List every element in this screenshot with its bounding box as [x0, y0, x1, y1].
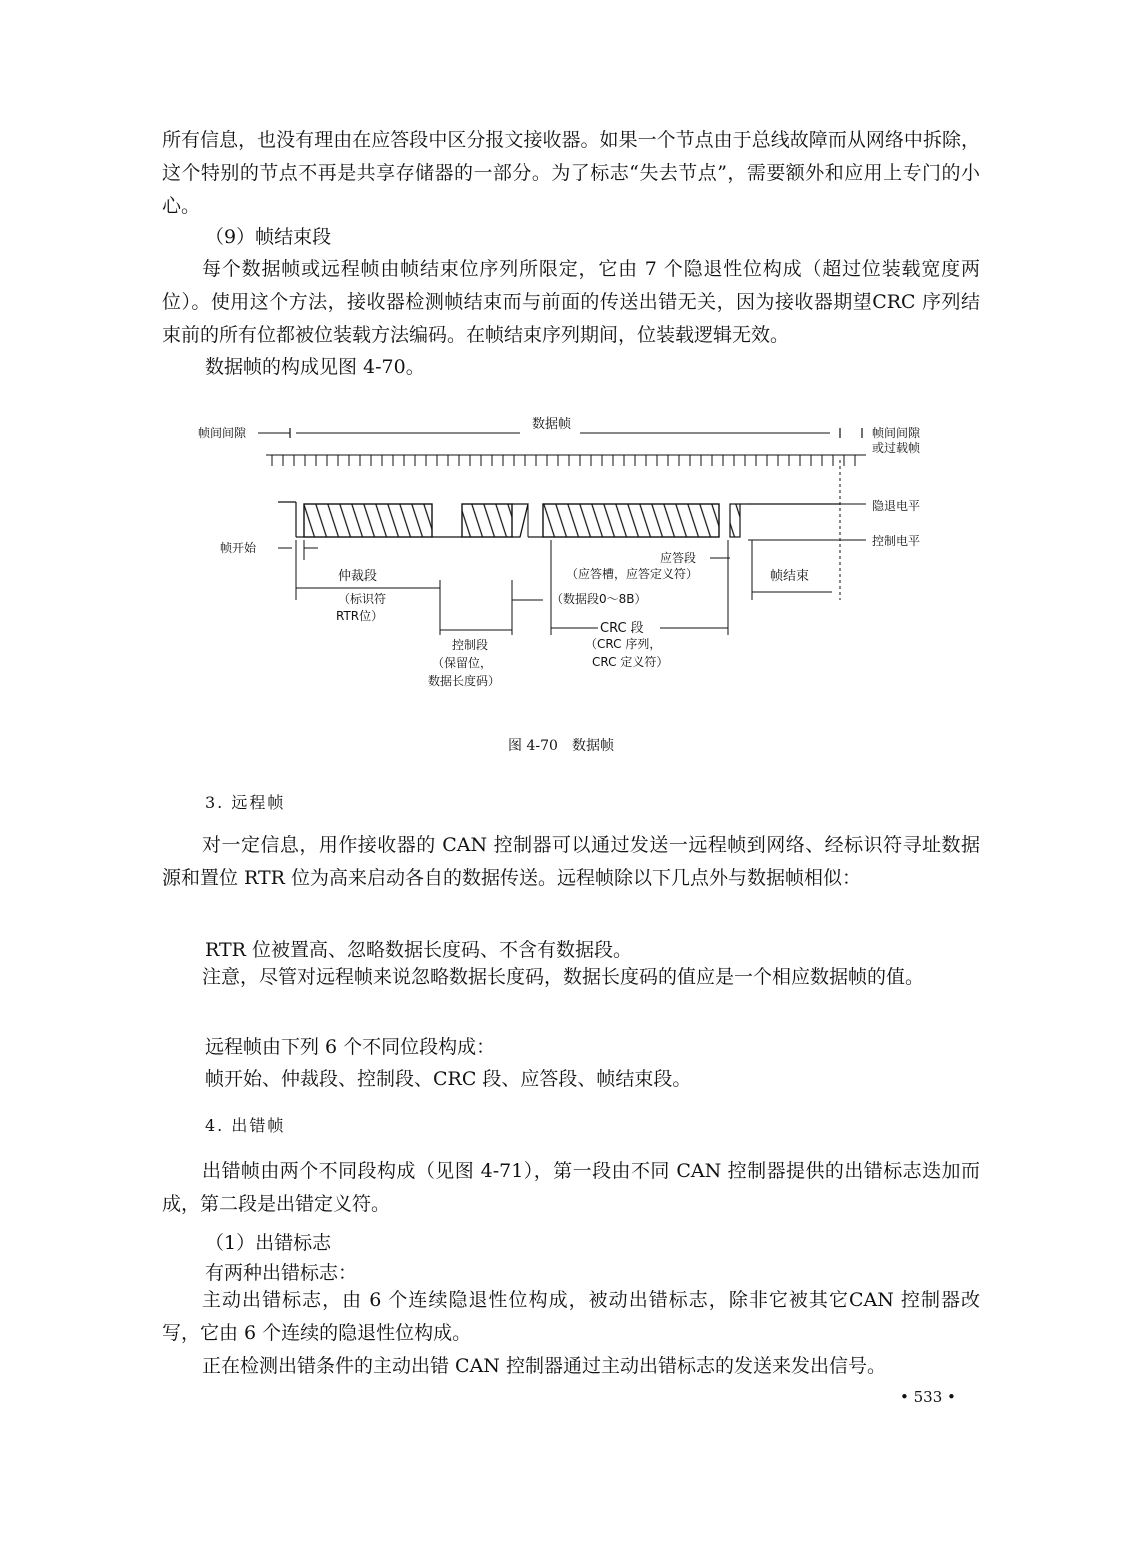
paragraph-remote-fields-intro: 远程帧由下列 6 个不同位段构成：: [205, 1036, 496, 1058]
figure-caption: 图 4-70 数据帧: [508, 738, 614, 754]
subheading-end-of-frame: （9）帧结束段: [205, 226, 332, 248]
label-end-of-frame: 帧结束: [770, 569, 810, 584]
paragraph-error-frame: 出错帧由两个不同段构成（见图 4-71），第一段由不同 CAN 控制器提供的出错标志迭加而成，第二段是出错定义符。: [162, 1160, 980, 1215]
paragraph-remote-fields: 帧开始、仲裁段、控制段、CRC 段、应答段、帧结束段。: [205, 1068, 692, 1090]
paragraph-end-of-frame: 每个数据帧或远程帧由帧结束位序列所限定，它由 7 个隐退性位构成（超过位装载宽度两位）。使用这个方法，接收器检测帧结束而与前面的传送出错无关，因为接收器期望CRC 序列结束前的所有位都被位装载方法编码。在帧结束序列期间，位装载逻辑无效。: [162, 258, 980, 346]
data-frame-diagram: [0, 400, 1122, 730]
label-arbitration-field: 仲裁段: [338, 569, 378, 584]
label-control-note-1: （保留位，: [432, 656, 493, 670]
page-number: • 533 •: [900, 1388, 956, 1406]
label-recessive-level: 隐退电平: [872, 499, 921, 513]
label-crc-note-1: （CRC 序列，: [585, 637, 662, 651]
label-interframe-right-1: 帧间间隙: [872, 426, 921, 440]
label-interframe-right-2: 或过载帧: [872, 441, 921, 455]
label-data-field: （数据段0～8B）: [551, 592, 647, 606]
label-ack-field: 应答段: [660, 551, 697, 565]
label-start-of-frame: 帧开始: [220, 541, 257, 555]
subheading-error-flag: （1）出错标志: [205, 1232, 332, 1254]
paragraph-note: 注意，尽管对远程帧来说忽略数据长度码，数据长度码的值应是一个相应数据帧的值。: [202, 966, 925, 988]
section-remote-frame: 3. 远程帧: [205, 793, 286, 812]
paragraph-continued: 所有信息，也没有理由在应答段中区分报文接收器。如果一个节点由于总线故障而从网络中拆除，这个特别的节点不再是共享存储器的一部分。为了标志“失去节点”，需要额外和应用上专门的小心。: [162, 129, 980, 217]
label-arbitration-note-1: （标识符: [338, 592, 387, 606]
paragraph-error-flag-detail: 主动出错标志，由 6 个连续隐退性位构成，被动出错标志，除非它被其它CAN 控制器改写，它由 6 个连续的隐退性位构成。: [162, 1289, 980, 1344]
paragraph-rtr: RTR 位被置高、忽略数据长度码、不含有数据段。: [205, 939, 632, 961]
label-control-note-2: 数据长度码）: [428, 674, 501, 688]
paragraph-remote-frame: 对一定信息，用作接收器的 CAN 控制器可以通过发送一远程帧到网络、经标识符寻址数据源和置位 RTR 位为高来启动各自的数据传送。远程帧除以下几点外与数据帧相似：: [162, 834, 980, 889]
label-crc-note-2: CRC 定义符）: [592, 655, 669, 669]
label-interframe-left: 帧间间隙: [198, 426, 247, 440]
data-and-crc-block: [543, 504, 719, 537]
label-crc-field: CRC 段: [600, 621, 644, 636]
label-dominant-level: 控制电平: [872, 534, 921, 548]
paragraph-error-flag-types: 有两种出错标志：: [205, 1262, 358, 1284]
paragraph-figure-ref: 数据帧的构成见图 4-70。: [205, 356, 425, 378]
label-data-frame: 数据帧: [532, 417, 572, 432]
label-arbitration-note-2: RTR位）: [336, 609, 384, 623]
paragraph-error-signal: 正在检测出错条件的主动出错 CAN 控制器通过主动出错标志的发送来发出信号。: [202, 1355, 886, 1377]
control-field-block: [462, 504, 512, 537]
arbitration-field-block: [304, 504, 432, 537]
label-control-field: 控制段: [452, 638, 489, 652]
section-error-frame: 4. 出错帧: [205, 1116, 286, 1135]
label-ack-note: （应答槽，应答定义符）: [566, 567, 699, 581]
bit-tick-ruler: [272, 455, 855, 466]
